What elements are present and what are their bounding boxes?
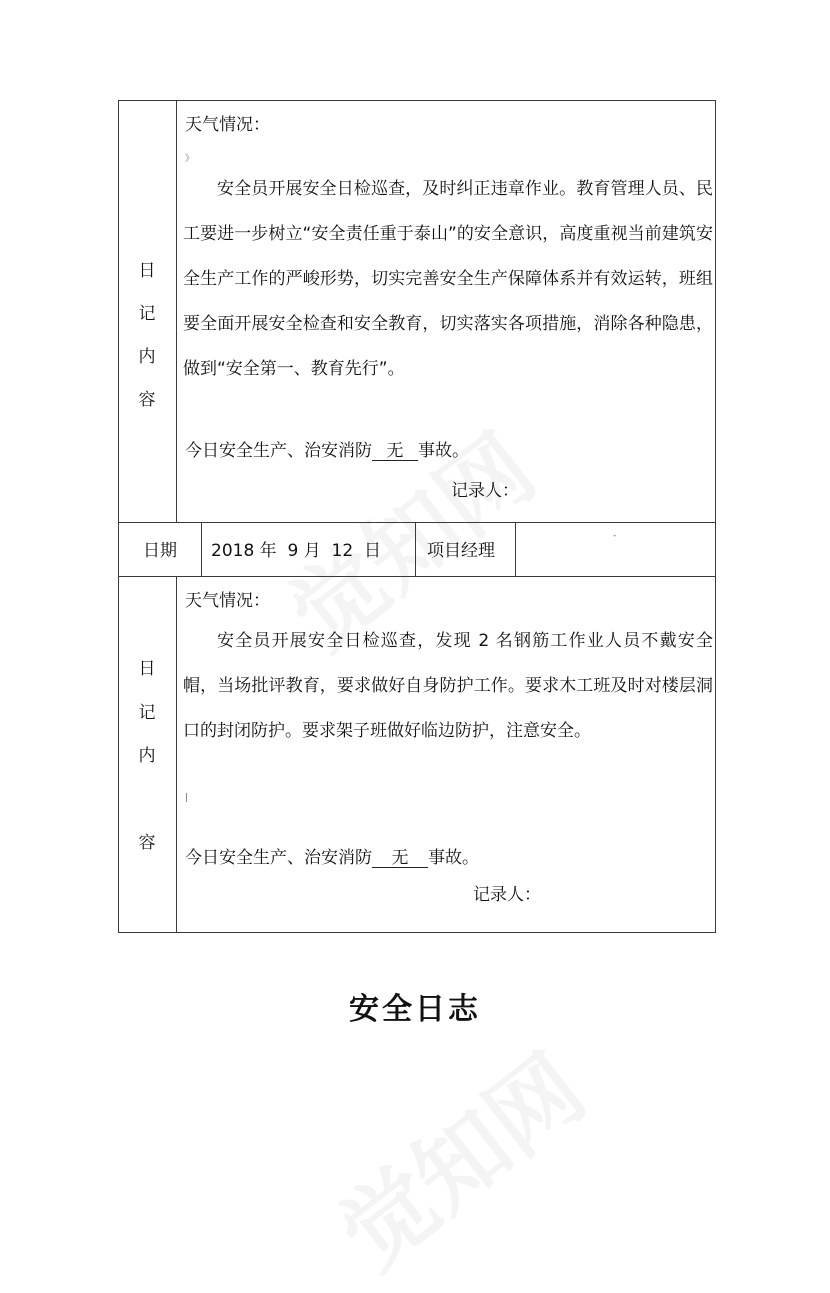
- weather-label-1: 天气情况：: [185, 115, 270, 135]
- accident-line-2: [185, 848, 479, 868]
- label-column-divider-2: [176, 576, 177, 933]
- stray-mark-1: 》: [185, 154, 195, 164]
- side-label-char-nei-2: 内: [138, 746, 156, 766]
- label-column-divider-1: [176, 101, 177, 522]
- row-divider-bottom: [119, 576, 715, 577]
- diary-body-2: 安全员开展安全日检巡查，发现 2 名钢筋工作业人员不戴安全帽，当场批评教育，要求做好自身防护工作。要求木工班及时对楼层洞口的封闭防护。要求架子班做好临边防护，注意安全。: [183, 631, 713, 741]
- side-label-char-ri-1: 日: [138, 261, 156, 281]
- date-label: 日期: [143, 541, 177, 561]
- diary-table: [118, 100, 716, 933]
- accident-line-1: [185, 441, 469, 461]
- watermark-2: [309, 1019, 608, 1293]
- manager-label: 项目经理: [427, 541, 495, 561]
- accident-value-2: 无: [372, 849, 428, 868]
- side-label-char-ji-2: 记: [138, 703, 156, 723]
- row-divider-top: [119, 522, 715, 523]
- diary-body-1: 安全员开展安全日检巡查，及时纠正违章作业。教育管理人员、民工要进一步树立“安全责任重于泰山”的安全意识，高度重视当前建筑安全生产工作的严峻形势，切实完善安全生产保障体系并有效运转，班组要全面开展安全检查和安全教育，切实落实各项措施，消除各种隐患，做到“安全第一、教育先行”。: [183, 179, 713, 379]
- date-value: 2018 年 9 月 12 日: [211, 541, 381, 561]
- date-value-divider: [201, 522, 202, 576]
- page-title: 安全日志: [349, 992, 481, 1027]
- side-label-char-nei-1: 内: [138, 347, 156, 367]
- accident-value-1: 无: [372, 442, 418, 461]
- accident-prefix-2: 今日安全生产、治安消防: [185, 848, 372, 868]
- recorder-label-2: 记录人：: [473, 885, 541, 905]
- stray-mark-2: |: [185, 793, 189, 803]
- accident-suffix-1: 事故。: [418, 441, 469, 461]
- manager-label-divider-right: [515, 522, 516, 576]
- accident-prefix-1: 今日安全生产、治安消防: [185, 441, 372, 461]
- stray-mark-date: -: [613, 531, 617, 541]
- side-label-char-ji-1: 记: [138, 304, 156, 324]
- side-label-char-rong-2: 容: [138, 833, 156, 853]
- side-label-char-rong-1: 容: [138, 390, 156, 410]
- weather-label-2: 天气情况：: [185, 591, 270, 611]
- side-label-char-ri-2: 日: [138, 659, 156, 679]
- accident-suffix-2: 事故。: [428, 848, 479, 868]
- manager-label-divider-left: [415, 522, 416, 576]
- recorder-label-1: 记录人：: [451, 481, 519, 501]
